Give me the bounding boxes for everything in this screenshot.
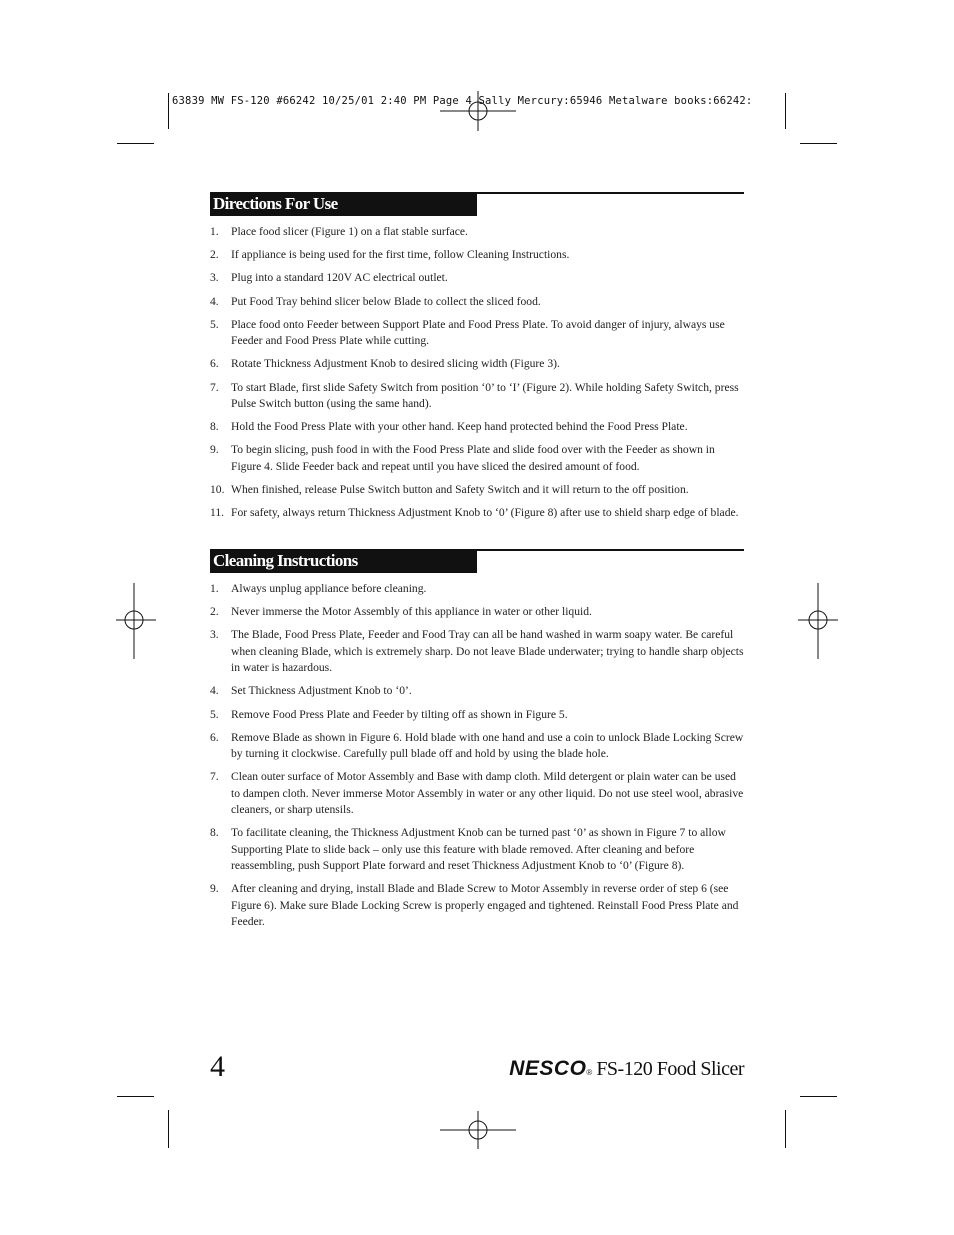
list-item <box>210 419 744 435</box>
list-item <box>210 581 744 597</box>
step-text: Hold the Food Press Plate with your other hand. Keep hand protected behind the Food Press Plate. <box>231 420 688 434</box>
step-text: Always unplug appliance before cleaning. <box>231 582 427 595</box>
registration-mark-left <box>116 583 156 659</box>
list-item <box>210 627 744 676</box>
list-item <box>210 294 744 310</box>
step-number: 8. <box>210 420 219 434</box>
list-item <box>210 683 744 699</box>
step-text: To facilitate cleaning, the Thickness Adjustment Knob can be turned past ‘0’ as shown in Figure 7 to allow Supporting Plate to slide back – only use this feature with blade removed. After cleaning and before reassembling, push Support Plate forward and reset Thickness Adjustment Knob to ‘0’ (Figure 8). <box>231 826 726 873</box>
step-number: 3. <box>210 628 219 642</box>
list-item <box>210 224 744 240</box>
directions-header <box>210 192 744 216</box>
registration-mark-right <box>798 583 838 659</box>
step-number: 7. <box>210 770 219 784</box>
step-text: To begin slicing, push food in with the Food Press Plate and slide food over with the Feeder as shown in Figure 4. Slide Feeder back and repeat until you have sliced the desired amount of food. <box>231 443 715 473</box>
step-text: Remove Food Press Plate and Feeder by tilting off as shown in Figure 5. <box>231 707 568 721</box>
cleaning-steps-list <box>210 581 744 931</box>
step-number: 1. <box>210 582 219 595</box>
step-text: Rotate Thickness Adjustment Knob to desired slicing width (Figure 3). <box>231 357 560 371</box>
cleaning-heading: Cleaning Instructions <box>210 549 477 573</box>
list-item <box>210 769 744 818</box>
step-number: 2. <box>210 605 219 619</box>
step-number: 8. <box>210 826 219 840</box>
list-item <box>210 356 744 372</box>
step-number: 2. <box>210 248 219 262</box>
crop-mark-top-left-h <box>117 143 154 144</box>
step-number: 7. <box>210 380 219 394</box>
list-item <box>210 604 744 620</box>
step-text: If appliance is being used for the first time, follow Cleaning Instructions. <box>231 248 570 262</box>
step-text: Remove Blade as shown in Figure 6. Hold blade with one hand and use a coin to unlock Blade Locking Screw by turning it clockwise. Carefully pull blade off and hold by using the blade hole. <box>231 730 744 761</box>
list-item <box>210 482 744 498</box>
step-text: Place food onto Feeder between Support Plate and Food Press Plate. To avoid danger of injury, always use Feeder and Food Press Plate while cutting. <box>231 317 725 348</box>
list-item <box>210 317 744 350</box>
step-text: Place food slicer (Figure 1) on a flat stable surface. <box>231 225 468 238</box>
step-text: To start Blade, first slide Safety Switch from position ‘0’ to ‘I’ (Figure 2). While holding Safety Switch, press Pulse Switch button (using the same hand). <box>231 380 739 411</box>
step-text: When finished, release Pulse Switch button and Safety Switch and it will return to the off position. <box>231 483 689 497</box>
step-number: 4. <box>210 294 219 308</box>
step-number: 1. <box>210 225 219 238</box>
list-item <box>210 707 744 723</box>
footer-brand <box>509 1057 744 1081</box>
step-text: The Blade, Food Press Plate, Feeder and Food Tray can all be hand washed in warm soapy water. Be careful when cleaning Blade, which is extremely sharp. Do not leave Blade underwater; trying to handle sharp objects in water is hazardous. <box>231 628 744 675</box>
cleaning-section <box>210 549 744 937</box>
registered-mark: ® <box>586 1068 593 1077</box>
list-item <box>210 270 744 286</box>
step-text: For safety, always return Thickness Adjustment Knob to ‘0’ (Figure 8) after use to shield sharp edge of blade. <box>231 506 739 520</box>
directions-steps-list <box>210 224 744 522</box>
step-text: After cleaning and drying, install Blade and Blade Screw to Motor Assembly in reverse order of step 6 (see Figure 6). Make sure Blade Locking Screw is properly engaged and tightened. Reinstall Food Press Plate and Feeder. <box>231 882 739 929</box>
list-item <box>210 730 744 763</box>
list-item <box>210 505 744 521</box>
step-number: 10. <box>210 483 225 497</box>
crop-mark-bottom-right-v <box>785 1110 786 1148</box>
list-item <box>210 825 744 874</box>
nesco-logo: NESCO <box>509 1057 587 1080</box>
list-item <box>210 881 744 930</box>
list-item <box>210 247 744 263</box>
step-text: Put Food Tray behind slicer below Blade to collect the sliced food. <box>231 294 541 308</box>
list-item <box>210 442 744 475</box>
step-number: 9. <box>210 882 219 896</box>
crop-mark-top-right-h <box>800 143 837 144</box>
crop-mark-top-right-v <box>785 93 786 129</box>
step-text: Never immerse the Motor Assembly of this appliance in water or other liquid. <box>231 605 592 619</box>
printer-slug-line: 63839 MW FS-120 #66242 10/25/01 2:40 PM Page 4 Sally Mercury:65946 Metalware books:66242: <box>172 95 753 107</box>
crop-mark-top-left-v <box>168 93 169 129</box>
step-number: 5. <box>210 317 219 331</box>
product-name: FS-120 Food Slicer <box>596 1058 744 1080</box>
crop-mark-bottom-left-h <box>117 1096 154 1097</box>
cleaning-header <box>210 549 744 573</box>
step-text: Set Thickness Adjustment Knob to ‘0’. <box>231 684 412 698</box>
directions-section <box>210 192 744 528</box>
list-item <box>210 380 744 413</box>
crop-mark-bottom-right-h <box>800 1096 837 1097</box>
step-number: 5. <box>210 707 219 721</box>
registration-mark-bottom <box>440 1111 516 1149</box>
step-text: Plug into a standard 120V AC electrical outlet. <box>231 271 448 285</box>
step-number: 9. <box>210 443 219 457</box>
step-number: 11. <box>210 506 225 520</box>
page-number: 4 <box>210 1050 225 1083</box>
directions-heading: Directions For Use <box>210 192 477 216</box>
registration-mark-top <box>440 91 516 131</box>
crop-mark-bottom-left-v <box>168 1110 169 1148</box>
step-number: 6. <box>210 730 219 744</box>
step-number: 3. <box>210 271 219 285</box>
step-text: Clean outer surface of Motor Assembly and Base with damp cloth. Mild detergent or plain water can be used to dampen cloth. Never immerse Motor Assembly in water or any other liquid. Do not use steel wool, abrasive cleaners, or sharp utensils. <box>231 770 744 817</box>
step-number: 4. <box>210 684 219 698</box>
step-number: 6. <box>210 357 219 371</box>
